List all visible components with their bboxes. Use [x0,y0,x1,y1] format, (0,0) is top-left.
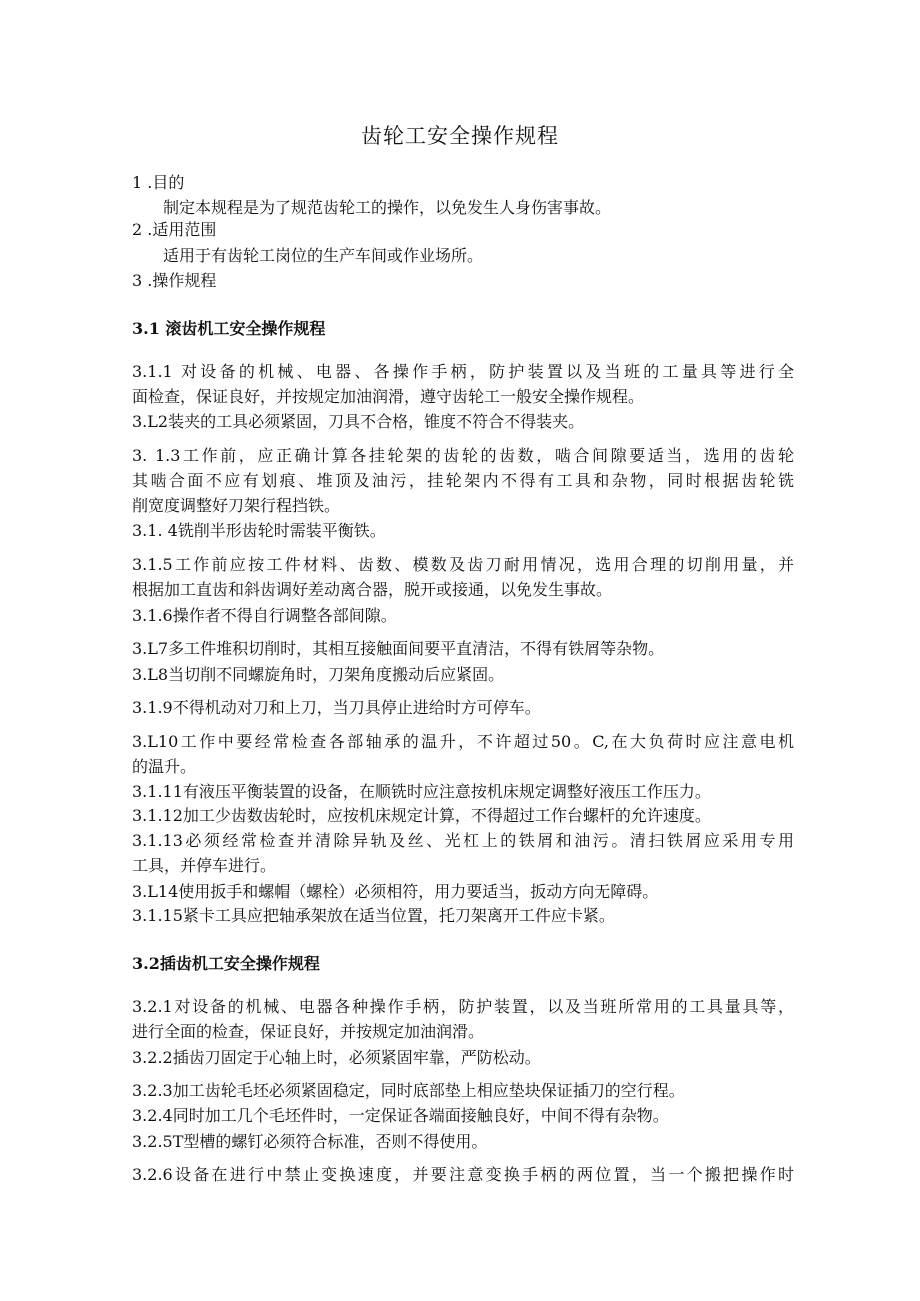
section-rules-heading: 3 .操作规程 [132,271,217,290]
paragraph-line: 3.2.4同时加工几个毛坯件时，一定保证各端面接触良好，中间不得有杂物。 [132,1106,669,1125]
paragraph-line: 3.2.3加工齿轮毛坯必须紧固稳定，同时底部垫上相应垫块保证插刀的空行程。 [132,1081,685,1100]
paragraph-line: 根据加工直齿和斜齿调好差动离合器，脱开或接通，以免发生事故。 [132,580,613,599]
page-title: 齿轮工安全操作规程 [361,124,559,148]
paragraph-line: 进行全面的检查，保证良好，并按规定加油润滑。 [132,1022,485,1041]
section-scope-text: 适用于有齿轮工岗位的生产车间或作业场所。 [163,246,484,265]
paragraph-line: 3.2.2插齿刀固定于心轴上时，必须紧固牢靠，严防松动。 [132,1048,541,1067]
paragraph-line: 3.1.9不得机动对刀和上刀，当刀具停止进给时方可停车。 [132,698,541,717]
paragraph-line: 3.2.1对设备的机械、电器各种操作手柄，防护装置，以及当班所常用的工具量具等， [132,997,794,1016]
paragraph-line: 3. 1.3工作前，应正确计算各挂轮架的齿轮的齿数，啮合间隙要适当，选用的齿轮 [132,446,794,465]
paragraph-line: 3.2.6设备在进行中禁止变换速度，并要注意变换手柄的两位置，当一个搬把操作时 [132,1165,794,1184]
paragraph-line: 3.1.13必须经常检查并清除异轨及丝、光杠上的铁屑和油污。清扫铁屑应采用专用 [132,831,794,850]
paragraph-line: 3.1.5工作前应按工件材料、齿数、模数及齿刀耐用情况，选用合理的切削用量，并 [132,555,794,574]
subsection-heading-3-2: 3.2插齿机工安全操作规程 [132,954,320,973]
subsection-heading-3-1: 3.1 滚齿机工安全操作规程 [132,319,326,338]
paragraph-line: 3.L2装夹的工具必须紧固，刀具不合格，锥度不符合不得装夹。 [132,412,585,431]
paragraph-line: 3.L14使用扳手和螺帽（螺栓）必须相符，用力要适当，扳动方向无障碍。 [132,882,659,901]
paragraph-line: 3.1.1 对设备的机械、电器、各操作手柄，防护装置以及当班的工量具等进行全 [132,362,794,381]
section-purpose-text: 制定本规程是为了规范齿轮工的操作，以免发生人身伤害事故。 [163,198,612,217]
paragraph-line: 面检查，保证良好，并按规定加油润滑，遵守齿轮工一般安全操作规程。 [132,387,645,406]
paragraph-line: 3.1.11有液压平衡装置的设备，在顺铣时应注意按机床规定调整好液压工作压力。 [132,782,711,801]
paragraph-line: 3.L7多工件堆积切削时，其相互接触面间要平直清洁，不得有铁屑等杂物。 [132,639,665,658]
section-scope-heading: 2 .适用范围 [132,220,217,239]
paragraph-line: 3.2.5T型槽的螺钉必须符合标准，否则不得使用。 [132,1132,488,1151]
paragraph-line: 削宽度调整好刀架行程挡铁。 [132,496,341,515]
paragraph-line: 3.1.12加工少齿数齿轮时，应按机床规定计算，不得超过工作台螺杆的允许速度。 [132,806,711,825]
paragraph-line: 3.1.6操作者不得自行调整各部间隙。 [132,606,397,625]
paragraph-line: 3.L10工作中要经常检查各部轴承的温升，不许超过50。C,在大负荷时应注意电机 [132,732,794,751]
section-purpose-heading: 1 .目的 [132,173,185,192]
paragraph-line: 3.1.15紧卡工具应把轴承架放在适当位置，托刀架离开工件应卡紧。 [132,906,615,925]
paragraph-line: 工具，并停车进行。 [132,856,277,875]
paragraph-line: 其啮合面不应有划痕、堆顶及油污，挂轮架内不得有工具和杂物，同时根据齿轮铣 [132,471,794,490]
paragraph-line: 3.L8当切削不同螺旋角时，刀架角度搬动后应紧固。 [132,665,505,684]
paragraph-line: 3.1. 4铣削半形齿轮时需装平衡铁。 [132,521,386,540]
paragraph-line: 的温升。 [132,757,197,776]
